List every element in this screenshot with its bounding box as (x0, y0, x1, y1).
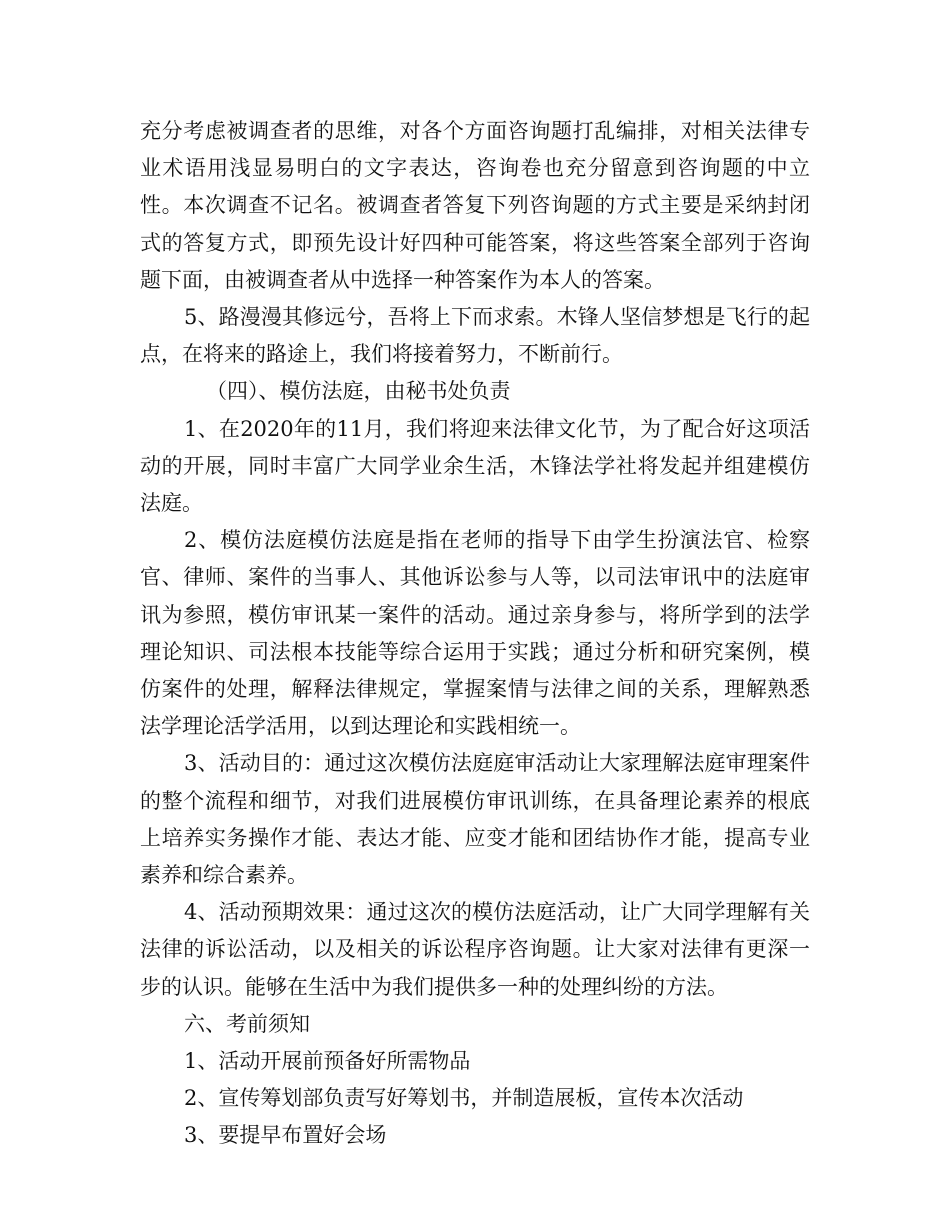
document-body (140, 113, 810, 1155)
paragraph-item-1-law-festival: 1、在2020年的11月，我们将迎来法律文化节，为了配合好这项活动的开展，同时丰富广大同学业余生活，木锋法学社将发起并组建模仿法庭。 (140, 416, 810, 516)
paragraph-item-2-mock-court-definition: 2、模仿法庭模仿法庭是指在老师的指导下由学生扮演法官、检察官、律师、案件的当事人、其他诉讼参与人等，以司法审讯中的法庭审讯为参照，模仿审讯某一案件的活动。通过亲身参与，将所学到的法学理论知识、司法根本技能等综合运用于实践；通过分析和研究案例，模仿案件的处理，解释法律规定，掌握案情与法律之间的关系，理解熟悉法学理论活学活用，以到达理论和实践相统一。 (140, 528, 810, 739)
list-item-venue-setup: 3、要提早布置好会场 (184, 1123, 387, 1148)
list-item-publicity-plan: 2、宣传筹划部负责写好筹划书，并制造展板，宣传本次活动 (184, 1086, 744, 1111)
paragraph-survey-design: 充分考虑被调查者的思维，对各个方面咨询题打乱编排，对相关法律专业术语用浅显易明白的文字表达，咨询卷也充分留意到咨询题的中立性。本次调查不记名。被调查者答复下列咨询题的方式主要是采纳封闭式的答复方式，即预先设计好四种可能答案，将这些答案全部列于咨询题下面，由被调查者从中选择一种答案作为本人的答案。 (140, 119, 810, 292)
paragraph-item-3-activity-purpose: 3、活动目的：通过这次模仿法庭庭审活动让大家理解法庭审理案件的整个流程和细节，对我们进展模仿审讯训练，在具备理论素养的根底上培养实务操作才能、表达才能、应变才能和团结协作才能，提高专业素养和综合素养。 (140, 751, 810, 888)
paragraph-item-4-expected-effect: 4、活动预期效果：通过这次的模仿法庭活动，让广大同学理解有关法律的诉讼活动，以及相关的诉讼程序咨询题。让大家对法律有更深一步的认识。能够在生活中为我们提供多一种的处理纠纷的方法。 (140, 900, 810, 999)
paragraph-item-5-perseverance: 5、路漫漫其修远兮，吾将上下而求索。木锋人坚信梦想是飞行的起点，在将来的路途上，我们将接着努力，不断前行。 (140, 305, 810, 367)
list-item-prepare-materials: 1、活动开展前预备好所需物品 (184, 1049, 471, 1074)
section-heading-notes: 六、考前须知 (184, 1011, 310, 1036)
section-heading-mock-court: （四）、模仿法庭，由秘书处负责 (206, 379, 511, 404)
